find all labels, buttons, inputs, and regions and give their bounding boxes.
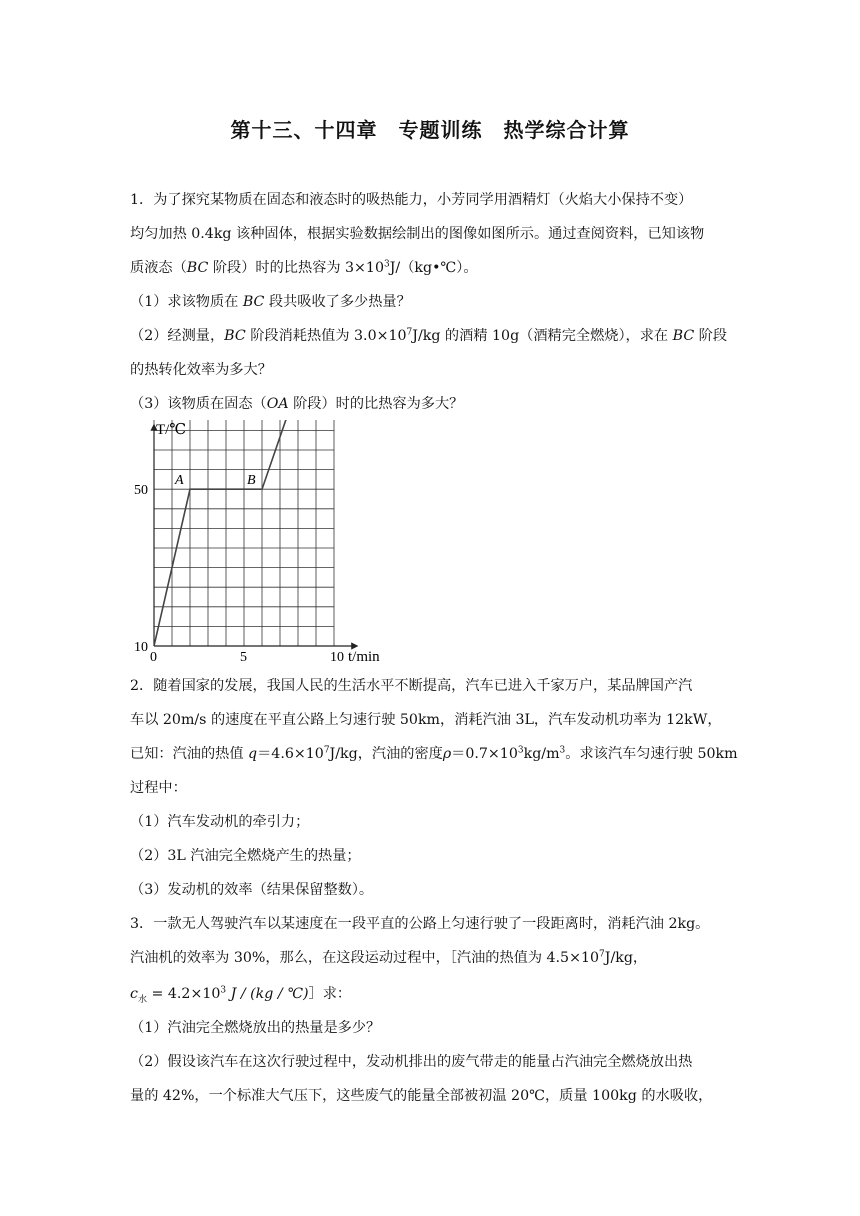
q1-sub-1: （1）求该物质在 BC 段共吸收了多少热量？ — [130, 294, 411, 310]
chart-series — [154, 420, 316, 646]
x-tick-label: 10 — [330, 650, 344, 665]
q3-sub-1: （1）汽油完全燃烧放出的热量是多少？ — [130, 1020, 381, 1036]
q3-sub-2: （2）假设该汽车在这次行驶过程中，发动机排出的废气带走的能量占汽油完全燃烧放出热 — [130, 1054, 693, 1070]
q3-sub-2-cont: 量的 42%，一个标准大气压下，这些废气的能量全部被初温 20℃，质量 100kg 的水吸收， — [130, 1088, 713, 1104]
q2-line-4: 过程中： — [130, 780, 187, 796]
series-line — [154, 420, 316, 646]
q2-sub-2: （2）3L 汽油完全燃烧产生的热量； — [130, 848, 361, 864]
y-axis-label: T/℃ — [156, 422, 187, 438]
q3-formula-line: $c_水 = 4.2\times 10^3$ J / (kg / ℃)］求： — [130, 985, 352, 1005]
y-tick-label: 50 — [134, 483, 148, 499]
q2-sub-3: （3）发动机的效率（结果保留整数）。 — [130, 882, 374, 898]
q1-line-2: 均匀加热 0.4kg 该种固体，根据实验数据绘制出的图像如图所示。通过查阅资料，已知该物 — [130, 226, 705, 242]
q2-sub-1: （1）汽车发动机的牵引力； — [130, 814, 310, 830]
q2-line-1: 2．随着国家的发展，我国人民的生活水平不断提高，汽车已进入千家万户，某品牌国产汽 — [130, 678, 693, 694]
q1-sub-2: （2）经测量，BC 阶段消耗热值为 $3.0\times 10^7J/kg$ 的酒精 10g（酒精完全燃烧），求在 BC 阶段 — [130, 327, 728, 344]
point-label-a: A — [175, 473, 184, 489]
q2-line-3: 已知：汽油的热值 $q=4.6\times 10^7J/kg$，汽油的密度$\rho=0.7\times 10^3kg/m^3$。求该汽车匀速行驶 50km — [130, 745, 738, 762]
x-axis-label: t/min — [348, 649, 380, 665]
chart-axes — [154, 426, 356, 646]
q2-line-2: 车以 20m/s 的速度在平直公路上匀速行驶 50km，消耗汽油 3L，汽车发动机功率为 12kW， — [130, 712, 722, 728]
q1-line-3: 质液态（BC 阶段）时的比热容为 $3\times 10^3J/(kg•℃)$。 — [130, 259, 478, 276]
chart-grid — [154, 420, 334, 646]
q1-sub-3: （3）该物质在固态（OA 阶段）时的比热容为多大？ — [130, 396, 464, 412]
x-tick-label: 0 — [150, 650, 157, 665]
q3-line-2: 汽油机的效率为 30%，那么，在这段运动过程中，［汽油的热值为 $4.5\times 10^7J/kg$， — [130, 949, 648, 966]
point-label-b: B — [247, 473, 256, 489]
q1-line-1: 1．为了探究某物质在固态和液态时的吸热能力，小芳同学用酒精灯（火焰大小保持不变） — [130, 192, 693, 208]
x-tick-label: 5 — [240, 650, 247, 665]
q3-line-1: 3．一款无人驾驶汽车以某速度在一段平直的公路上匀速行驶了一段距离时，消耗汽油 2kg。 — [130, 916, 710, 932]
y-tick-label: 10 — [134, 640, 148, 655]
temperature-time-chart — [126, 420, 396, 668]
page-title: 第十三、十四章 专题训练 热学综合计算 — [230, 118, 630, 142]
q1-sub-2-cont: 的热转化效率为多大？ — [130, 362, 272, 378]
chart-ticks — [134, 420, 344, 665]
